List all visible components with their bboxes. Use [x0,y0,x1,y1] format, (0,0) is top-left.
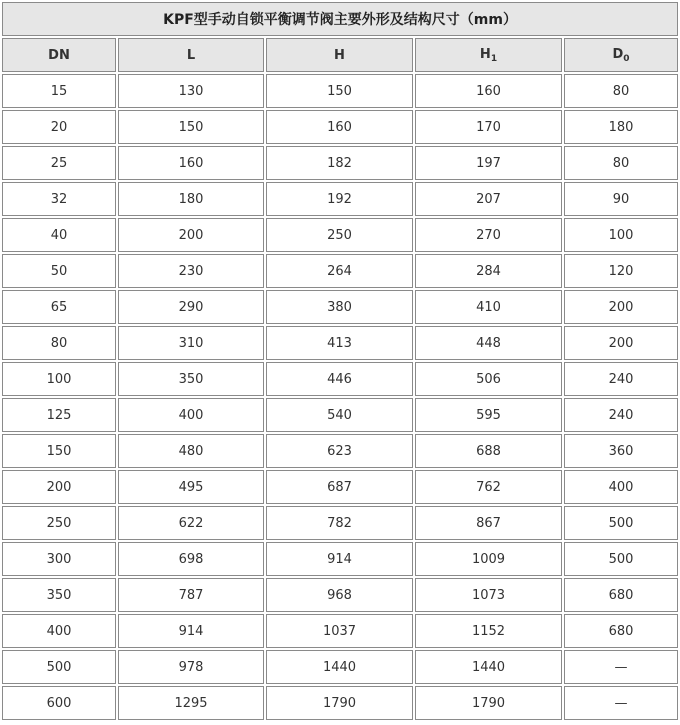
table-cell-h1: 595 [415,398,562,432]
table-cell-h: 380 [266,290,413,324]
table-cell-l: 150 [118,110,264,144]
table-cell-d0: 240 [564,362,678,396]
table-cell-l: 698 [118,542,264,576]
table-cell-h1: 448 [415,326,562,360]
table-cell-d0: 400 [564,470,678,504]
table-cell-dn: 500 [2,650,116,684]
table-cell-h1: 284 [415,254,562,288]
table-cell-dn: 400 [2,614,116,648]
table-cell-d0: 100 [564,218,678,252]
table-cell-dn: 32 [2,182,116,216]
table-cell-d0: 90 [564,182,678,216]
table-cell-d0: 680 [564,614,678,648]
table-cell-h: 968 [266,578,413,612]
table-row [2,254,678,288]
table-cell-l: 622 [118,506,264,540]
table-row [2,326,678,360]
column-header-label: H [334,47,345,63]
table-cell-dn: 80 [2,326,116,360]
table-cell-dn: 40 [2,218,116,252]
column-header-subscript: 1 [490,53,498,64]
column-header-h [266,38,413,72]
table-cell-d0: 120 [564,254,678,288]
table-cell-d0: 500 [564,506,678,540]
table-cell-h: 192 [266,182,413,216]
table-cell-l: 160 [118,146,264,180]
table-cell-l: 495 [118,470,264,504]
table-cell-dn: 250 [2,506,116,540]
table-cell-dn: 20 [2,110,116,144]
table-cell-d0: 80 [564,146,678,180]
column-header-dn [2,38,116,72]
table-cell-h: 914 [266,542,413,576]
table-cell-l: 310 [118,326,264,360]
table-cell-dn: 150 [2,434,116,468]
column-header-label: D [612,46,624,62]
table-cell-h: 182 [266,146,413,180]
table-cell-h1: 197 [415,146,562,180]
column-header-h1 [415,38,562,72]
table-cell-h: 1037 [266,614,413,648]
table-row [2,110,678,144]
table-row [2,74,678,108]
table-cell-h1: 506 [415,362,562,396]
table-row [2,434,678,468]
table-cell-h: 623 [266,434,413,468]
table-cell-h1: 207 [415,182,562,216]
table-cell-h1: 1790 [415,686,562,720]
table-row [2,218,678,252]
table-cell-d0: 500 [564,542,678,576]
table-cell-h1: 160 [415,74,562,108]
table-row [2,506,678,540]
table-row [2,650,678,684]
table-cell-h: 540 [266,398,413,432]
table-row [2,182,678,216]
table-cell-dn: 125 [2,398,116,432]
table-cell-d0: 240 [564,398,678,432]
table-cell-l: 400 [118,398,264,432]
table-cell-h: 250 [266,218,413,252]
table-cell-h1: 762 [415,470,562,504]
table-header-row [2,38,678,72]
table-cell-h1: 1440 [415,650,562,684]
table-row [2,614,678,648]
table-cell-l: 350 [118,362,264,396]
table-cell-l: 180 [118,182,264,216]
table-row [2,362,678,396]
table-cell-h: 1440 [266,650,413,684]
table-row [2,470,678,504]
table-cell-d0: — [564,650,678,684]
table-row [2,290,678,324]
table-cell-d0: 80 [564,74,678,108]
table-cell-l: 1295 [118,686,264,720]
table-title-row [2,2,678,36]
table-cell-d0: 360 [564,434,678,468]
table-cell-dn: 25 [2,146,116,180]
column-header-label: DN [48,47,70,63]
table-cell-h1: 170 [415,110,562,144]
table-cell-l: 200 [118,218,264,252]
table-cell-h: 687 [266,470,413,504]
column-header-d0 [564,38,678,72]
table-row [2,578,678,612]
table-cell-h1: 1073 [415,578,562,612]
table-cell-h: 264 [266,254,413,288]
table-cell-h1: 270 [415,218,562,252]
table-cell-h: 446 [266,362,413,396]
column-header-l [118,38,264,72]
table-cell-l: 230 [118,254,264,288]
table-row [2,146,678,180]
table-cell-dn: 65 [2,290,116,324]
table-cell-h: 160 [266,110,413,144]
table-cell-dn: 350 [2,578,116,612]
table-cell-l: 480 [118,434,264,468]
table-cell-h: 782 [266,506,413,540]
column-header-label: L [186,47,196,63]
table-cell-d0: — [564,686,678,720]
table-cell-l: 290 [118,290,264,324]
table-cell-l: 978 [118,650,264,684]
table-cell-dn: 600 [2,686,116,720]
table-cell-dn: 300 [2,542,116,576]
table-row [2,686,678,720]
table-cell-h: 150 [266,74,413,108]
table-cell-l: 787 [118,578,264,612]
table-cell-d0: 200 [564,290,678,324]
table-body [2,74,678,720]
table-cell-h: 413 [266,326,413,360]
table-cell-h1: 1009 [415,542,562,576]
table-cell-d0: 200 [564,326,678,360]
table-cell-h1: 1152 [415,614,562,648]
table-cell-h1: 867 [415,506,562,540]
table-cell-dn: 100 [2,362,116,396]
table-cell-h1: 688 [415,434,562,468]
table-cell-d0: 180 [564,110,678,144]
table-title: KPF型手动自锁平衡调节阀主要外形及结构尺寸（mm） [2,2,678,36]
table-row [2,542,678,576]
table-cell-d0: 680 [564,578,678,612]
table-cell-l: 914 [118,614,264,648]
table-cell-dn: 200 [2,470,116,504]
column-header-subscript: 0 [623,53,630,64]
table-cell-dn: 50 [2,254,116,288]
table-cell-l: 130 [118,74,264,108]
table-cell-h1: 410 [415,290,562,324]
table-cell-h: 1790 [266,686,413,720]
column-header-label: H [479,46,491,62]
table-row [2,398,678,432]
table-cell-dn: 15 [2,74,116,108]
